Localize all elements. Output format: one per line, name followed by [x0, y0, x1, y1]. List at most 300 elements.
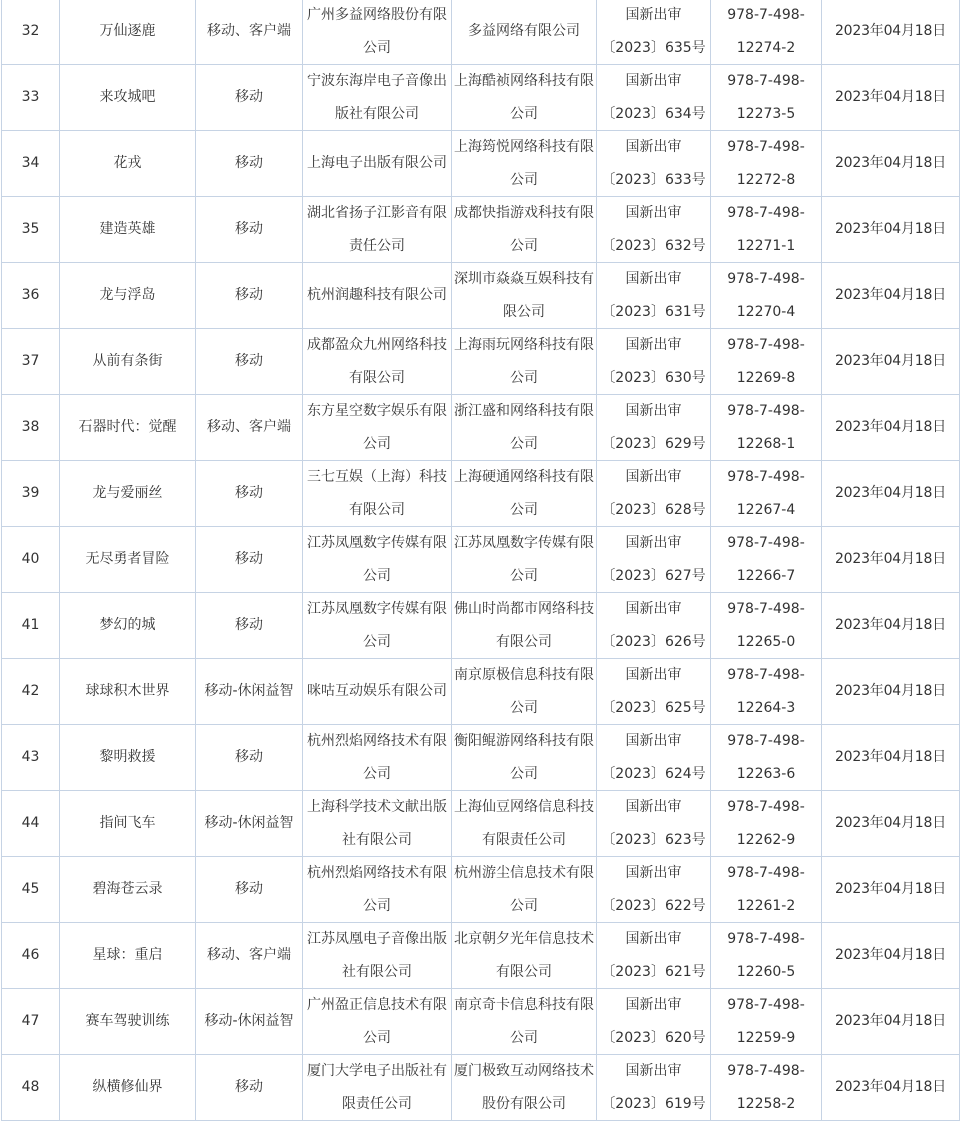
cell-operator-text: 北京朝夕光年信息技术有限公司: [454, 931, 594, 980]
cell-publisher: [303, 593, 452, 659]
cell-operator-text: 多益网络有限公司: [468, 23, 580, 40]
cell-operator-text: 杭州游尘信息技术有限公司: [454, 865, 594, 914]
cell-date: [822, 263, 960, 329]
cell-publisher: [303, 131, 452, 197]
cell-date: [822, 461, 960, 527]
cell-number-text: 47: [21, 1013, 40, 1030]
cell-number: [2, 593, 60, 659]
cell-approval-number-text: 〔2023〕635号: [601, 39, 706, 56]
cell-publisher-text: 东方星空数字娱乐有限公司: [307, 403, 447, 452]
cell-game-name: [60, 989, 196, 1055]
cell-isbn-text: 978-7-498-: [727, 469, 805, 485]
cell-game-name: [60, 923, 196, 989]
cell-publisher: [303, 329, 452, 395]
cell-isbn: [711, 263, 822, 329]
cell-publisher: [303, 395, 452, 461]
cell-number: [2, 989, 60, 1055]
cell-platform-type: [196, 461, 303, 527]
cell-approval-number-text: 〔2023〕626号: [601, 633, 706, 650]
cell-isbn-text: 978-7-498-: [727, 535, 805, 551]
cell-approval-number-text: 国新出审: [625, 469, 682, 485]
cell-approval-number-text: 国新出审: [625, 73, 682, 89]
cell-game-name-text: 纵横修仙界: [92, 1079, 163, 1096]
cell-approval-number-text: 国新出审: [625, 271, 682, 287]
cell-isbn: [711, 0, 822, 65]
table-row: [2, 461, 960, 527]
cell-game-name-text: 龙与爱丽丝: [92, 485, 163, 502]
cell-approval-number: [597, 593, 711, 659]
cell-platform-type-text: 移动-休闲益智: [204, 683, 294, 700]
cell-operator-text: 江苏凤凰数字传媒有限公司: [454, 535, 594, 584]
cell-date-text: 2023年04月18日: [834, 1013, 947, 1030]
cell-isbn-text: 12261-2: [736, 897, 796, 914]
cell-game-name-text: 龙与浮岛: [99, 287, 156, 304]
cell-isbn-text: 978-7-498-: [727, 403, 805, 419]
cell-isbn-text: 12263-6: [736, 765, 796, 782]
cell-isbn: [711, 329, 822, 395]
table-row: [2, 65, 960, 131]
cell-operator: [452, 857, 597, 923]
cell-isbn-text: 12272-8: [736, 171, 796, 188]
cell-platform-type-text: 移动: [235, 749, 263, 766]
cell-platform-type: [196, 923, 303, 989]
cell-publisher-text: 厦门大学电子出版社有限责任公司: [307, 1063, 447, 1112]
cell-isbn: [711, 593, 822, 659]
cell-publisher-text: 咪咕互动娱乐有限公司: [307, 683, 447, 700]
cell-date-text: 2023年04月18日: [834, 419, 947, 436]
cell-game-name-text: 花戎: [113, 155, 142, 172]
cell-isbn: [711, 395, 822, 461]
cell-publisher-text: 杭州烈焰网络技术有限公司: [307, 865, 447, 914]
cell-approval-number: [597, 263, 711, 329]
cell-isbn-text: 12267-4: [736, 501, 796, 518]
cell-number-text: 34: [21, 155, 40, 172]
cell-game-name-text: 赛车驾驶训练: [85, 1013, 170, 1030]
cell-platform-type: [196, 791, 303, 857]
cell-operator: [452, 395, 597, 461]
cell-isbn-text: 12270-4: [736, 303, 796, 320]
cell-game-name: [60, 461, 196, 527]
cell-isbn: [711, 857, 822, 923]
cell-operator: [452, 329, 597, 395]
cell-platform-type: [196, 329, 303, 395]
cell-platform-type-text: 移动: [235, 1079, 263, 1096]
cell-approval-number-text: 〔2023〕620号: [601, 1029, 706, 1046]
cell-operator-text: 佛山时尚都市网络科技有限公司: [454, 601, 594, 650]
cell-game-name: [60, 857, 196, 923]
cell-date: [822, 0, 960, 65]
cell-date-text: 2023年04月18日: [834, 815, 947, 832]
cell-date-text: 2023年04月18日: [834, 155, 947, 172]
cell-publisher-text: 上海电子出版有限公司: [307, 155, 447, 172]
cell-number: [2, 857, 60, 923]
cell-operator-text: 衡阳鲲游网络科技有限公司: [454, 733, 594, 782]
cell-number-text: 38: [21, 419, 40, 436]
cell-number: [2, 725, 60, 791]
cell-platform-type: [196, 725, 303, 791]
cell-date-text: 2023年04月18日: [834, 947, 947, 964]
cell-number: [2, 923, 60, 989]
cell-platform-type: [196, 1055, 303, 1121]
cell-publisher: [303, 0, 452, 65]
cell-approval-number-text: 〔2023〕622号: [601, 897, 706, 914]
cell-isbn-text: 978-7-498-: [727, 865, 805, 881]
cell-date: [822, 1055, 960, 1121]
cell-isbn-text: 978-7-498-: [727, 733, 805, 749]
cell-isbn-text: 12262-9: [736, 831, 796, 848]
cell-approval-number-text: 国新出审: [625, 205, 682, 221]
cell-isbn: [711, 791, 822, 857]
cell-number: [2, 791, 60, 857]
cell-game-name-text: 梦幻的城: [99, 617, 156, 634]
cell-date-text: 2023年04月18日: [834, 485, 947, 502]
cell-publisher: [303, 263, 452, 329]
cell-game-name-text: 星球：重启: [92, 947, 163, 964]
cell-operator: [452, 1055, 597, 1121]
cell-date: [822, 593, 960, 659]
cell-isbn-text: 12273-5: [736, 105, 796, 122]
cell-date: [822, 659, 960, 725]
cell-approval-number-text: 国新出审: [625, 1063, 682, 1079]
table-row: [2, 593, 960, 659]
cell-operator-text: 浙江盛和网络科技有限公司: [454, 403, 594, 452]
cell-date: [822, 791, 960, 857]
cell-game-name: [60, 0, 196, 65]
cell-date: [822, 989, 960, 1055]
cell-isbn: [711, 1055, 822, 1121]
cell-number-text: 40: [21, 551, 40, 568]
cell-operator: [452, 461, 597, 527]
cell-game-name: [60, 791, 196, 857]
cell-isbn: [711, 197, 822, 263]
cell-approval-number: [597, 395, 711, 461]
cell-publisher-text: 杭州烈焰网络技术有限公司: [307, 733, 447, 782]
cell-approval-number: [597, 197, 711, 263]
cell-isbn-text: 978-7-498-: [727, 799, 805, 815]
cell-date: [822, 725, 960, 791]
cell-number-text: 39: [21, 485, 40, 502]
cell-number-text: 42: [21, 683, 40, 700]
cell-approval-number-text: 国新出审: [625, 931, 682, 947]
cell-isbn-text: 12265-0: [736, 633, 796, 650]
table-row: [2, 131, 960, 197]
cell-date-text: 2023年04月18日: [834, 749, 947, 766]
cell-isbn-text: 978-7-498-: [727, 73, 805, 89]
cell-approval-number: [597, 527, 711, 593]
cell-publisher: [303, 1055, 452, 1121]
cell-platform-type: [196, 857, 303, 923]
cell-isbn-text: 12258-2: [736, 1095, 796, 1112]
cell-isbn: [711, 923, 822, 989]
cell-number-text: 41: [21, 617, 40, 634]
cell-game-name-text: 来攻城吧: [99, 89, 156, 106]
cell-publisher-text: 宁波东海岸电子音像出版社有限公司: [307, 73, 447, 122]
cell-operator-text: 上海硬通网络科技有限公司: [454, 469, 594, 518]
cell-platform-type-text: 移动、客户端: [207, 947, 291, 964]
cell-publisher: [303, 791, 452, 857]
cell-approval-number: [597, 0, 711, 65]
cell-platform-type: [196, 0, 303, 65]
cell-platform-type-text: 移动: [235, 485, 263, 502]
cell-operator-text: 上海酷祯网络科技有限公司: [454, 73, 594, 122]
cell-game-name: [60, 65, 196, 131]
cell-game-name: [60, 329, 196, 395]
cell-operator: [452, 593, 597, 659]
cell-isbn: [711, 527, 822, 593]
cell-approval-number-text: 〔2023〕619号: [601, 1095, 706, 1112]
cell-date-text: 2023年04月18日: [834, 1079, 947, 1096]
cell-approval-number: [597, 659, 711, 725]
cell-platform-type: [196, 131, 303, 197]
cell-approval-number-text: 〔2023〕634号: [601, 105, 706, 122]
cell-approval-number-text: 〔2023〕632号: [601, 237, 706, 254]
table-row: [2, 395, 960, 461]
cell-publisher: [303, 65, 452, 131]
cell-operator: [452, 263, 597, 329]
cell-date-text: 2023年04月18日: [834, 353, 947, 370]
cell-operator-text: 南京奇卡信息科技有限公司: [454, 997, 594, 1046]
cell-approval-number-text: 国新出审: [625, 535, 682, 551]
cell-operator-text: 南京原极信息科技有限公司: [454, 667, 594, 716]
cell-date-text: 2023年04月18日: [834, 89, 947, 106]
cell-number: [2, 263, 60, 329]
cell-isbn-text: 12274-2: [736, 39, 796, 56]
cell-publisher-text: 杭州润趣科技有限公司: [307, 287, 447, 304]
table-row: [2, 791, 960, 857]
cell-isbn-text: 978-7-498-: [727, 997, 805, 1013]
table-row: [2, 659, 960, 725]
cell-number: [2, 0, 60, 65]
cell-approval-number: [597, 725, 711, 791]
cell-isbn: [711, 725, 822, 791]
cell-approval-number-text: 〔2023〕624号: [601, 765, 706, 782]
cell-number-text: 48: [21, 1079, 40, 1096]
cell-isbn: [711, 461, 822, 527]
cell-date: [822, 395, 960, 461]
cell-operator: [452, 791, 597, 857]
cell-game-name-text: 球球积木世界: [85, 683, 170, 700]
cell-platform-type-text: 移动: [235, 221, 263, 238]
cell-number-text: 35: [21, 221, 40, 238]
cell-number-text: 45: [21, 881, 40, 898]
cell-platform-type-text: 移动: [235, 551, 263, 568]
cell-approval-number: [597, 131, 711, 197]
cell-approval-number-text: 〔2023〕621号: [601, 963, 706, 980]
cell-platform-type: [196, 65, 303, 131]
cell-isbn-text: 12268-1: [736, 435, 796, 452]
cell-isbn-text: 978-7-498-: [727, 7, 805, 23]
cell-number: [2, 131, 60, 197]
cell-approval-number: [597, 65, 711, 131]
table-row: [2, 329, 960, 395]
cell-date: [822, 923, 960, 989]
cell-game-name-text: 指间飞车: [99, 815, 156, 832]
cell-date-text: 2023年04月18日: [834, 221, 947, 238]
cell-game-name: [60, 395, 196, 461]
cell-game-name-text: 万仙逐鹿: [99, 23, 156, 40]
cell-approval-number: [597, 857, 711, 923]
table-row: [2, 197, 960, 263]
cell-isbn-text: 978-7-498-: [727, 667, 805, 683]
cell-isbn: [711, 131, 822, 197]
table-row: [2, 1055, 960, 1121]
cell-isbn-text: 12259-9: [736, 1029, 796, 1046]
cell-approval-number: [597, 791, 711, 857]
cell-publisher-text: 成都盈众九州网络科技有限公司: [307, 337, 447, 386]
cell-number: [2, 329, 60, 395]
table-row: [2, 527, 960, 593]
cell-approval-number-text: 〔2023〕631号: [601, 303, 706, 320]
cell-date-text: 2023年04月18日: [834, 23, 947, 40]
cell-number-text: 36: [21, 287, 40, 304]
cell-date: [822, 857, 960, 923]
cell-publisher: [303, 461, 452, 527]
cell-isbn-text: 978-7-498-: [727, 271, 805, 287]
cell-number-text: 37: [21, 353, 40, 370]
cell-platform-type: [196, 395, 303, 461]
cell-operator: [452, 659, 597, 725]
cell-game-name: [60, 131, 196, 197]
cell-publisher: [303, 857, 452, 923]
cell-approval-number-text: 国新出审: [625, 799, 682, 815]
cell-approval-number: [597, 461, 711, 527]
cell-approval-number: [597, 1055, 711, 1121]
cell-isbn-text: 12260-5: [736, 963, 796, 980]
cell-platform-type-text: 移动、客户端: [207, 419, 291, 436]
cell-game-name: [60, 659, 196, 725]
table-row: [2, 857, 960, 923]
cell-platform-type-text: 移动: [235, 89, 263, 106]
cell-game-name-text: 建造英雄: [99, 221, 156, 238]
cell-publisher-text: 江苏凤凰电子音像出版社有限公司: [307, 931, 447, 980]
cell-operator: [452, 725, 597, 791]
cell-game-name: [60, 725, 196, 791]
cell-number-text: 46: [21, 947, 40, 964]
cell-publisher-text: 三七互娱（上海）科技有限公司: [307, 469, 447, 518]
cell-game-name: [60, 197, 196, 263]
cell-approval-number-text: 国新出审: [625, 601, 682, 617]
table-row: [2, 263, 960, 329]
cell-publisher: [303, 725, 452, 791]
cell-game-name-text: 从前有条街: [92, 353, 163, 370]
cell-publisher-text: 江苏凤凰数字传媒有限公司: [307, 601, 447, 650]
cell-publisher-text: 广州盈正信息技术有限公司: [307, 997, 447, 1046]
table-row: [2, 989, 960, 1055]
cell-game-name-text: 石器时代：觉醒: [78, 419, 177, 436]
cell-platform-type-text: 移动、客户端: [207, 23, 291, 40]
cell-approval-number-text: 〔2023〕627号: [601, 567, 706, 584]
cell-platform-type-text: 移动: [235, 353, 263, 370]
cell-operator: [452, 527, 597, 593]
cell-number-text: 33: [21, 89, 40, 106]
cell-publisher: [303, 197, 452, 263]
cell-platform-type-text: 移动: [235, 287, 263, 304]
cell-approval-number-text: 〔2023〕628号: [601, 501, 706, 518]
cell-date-text: 2023年04月18日: [834, 551, 947, 568]
cell-operator: [452, 0, 597, 65]
cell-date-text: 2023年04月18日: [834, 617, 947, 634]
cell-operator: [452, 989, 597, 1055]
cell-isbn-text: 12271-1: [736, 237, 796, 254]
cell-platform-type-text: 移动: [235, 155, 263, 172]
cell-isbn-text: 978-7-498-: [727, 1063, 805, 1079]
cell-date: [822, 197, 960, 263]
cell-isbn: [711, 989, 822, 1055]
cell-number: [2, 659, 60, 725]
cell-game-name-text: 黎明救援: [99, 749, 156, 766]
cell-approval-number-text: 国新出审: [625, 7, 682, 23]
game-approval-table: [1, 0, 960, 1121]
cell-operator-text: 上海仙豆网络信息科技有限责任公司: [454, 799, 594, 848]
cell-game-name-text: 无尽勇者冒险: [85, 551, 170, 568]
cell-date: [822, 131, 960, 197]
cell-number-text: 32: [21, 23, 40, 40]
cell-approval-number-text: 〔2023〕629号: [601, 435, 706, 452]
cell-isbn-text: 978-7-498-: [727, 931, 805, 947]
cell-approval-number: [597, 923, 711, 989]
cell-date-text: 2023年04月18日: [834, 287, 947, 304]
cell-publisher: [303, 527, 452, 593]
cell-platform-type-text: 移动-休闲益智: [204, 1013, 294, 1030]
cell-operator-text: 上海雨玩网络科技有限公司: [454, 337, 594, 386]
cell-platform-type: [196, 263, 303, 329]
cell-number: [2, 65, 60, 131]
cell-number: [2, 197, 60, 263]
cell-platform-type: [196, 593, 303, 659]
table-row: [2, 0, 960, 65]
cell-isbn: [711, 659, 822, 725]
cell-date-text: 2023年04月18日: [834, 683, 947, 700]
cell-approval-number: [597, 329, 711, 395]
cell-game-name-text: 碧海苍云录: [92, 881, 163, 898]
cell-isbn-text: 12269-8: [736, 369, 796, 386]
cell-operator: [452, 197, 597, 263]
cell-approval-number-text: 国新出审: [625, 667, 682, 683]
cell-approval-number-text: 〔2023〕630号: [601, 369, 706, 386]
table-row: [2, 725, 960, 791]
cell-platform-type-text: 移动: [235, 617, 263, 634]
cell-isbn-text: 12266-7: [736, 567, 796, 584]
table-body: [2, 0, 960, 1121]
cell-game-name: [60, 527, 196, 593]
cell-publisher: [303, 923, 452, 989]
cell-isbn-text: 978-7-498-: [727, 139, 805, 155]
cell-approval-number-text: 国新出审: [625, 865, 682, 881]
cell-platform-type: [196, 659, 303, 725]
cell-isbn-text: 978-7-498-: [727, 601, 805, 617]
cell-isbn-text: 978-7-498-: [727, 205, 805, 221]
cell-publisher: [303, 659, 452, 725]
cell-publisher: [303, 989, 452, 1055]
cell-platform-type-text: 移动-休闲益智: [204, 815, 294, 832]
cell-number: [2, 527, 60, 593]
cell-number: [2, 395, 60, 461]
cell-publisher-text: 广州多益网络股份有限公司: [307, 7, 447, 56]
cell-approval-number-text: 〔2023〕623号: [601, 831, 706, 848]
cell-operator-text: 成都快指游戏科技有限公司: [454, 205, 594, 254]
cell-isbn-text: 978-7-498-: [727, 337, 805, 353]
cell-platform-type: [196, 989, 303, 1055]
cell-operator-text: 厦门极致互动网络技术股份有限公司: [454, 1063, 594, 1112]
cell-platform-type: [196, 197, 303, 263]
cell-operator: [452, 65, 597, 131]
cell-date: [822, 527, 960, 593]
cell-platform-type-text: 移动: [235, 881, 263, 898]
cell-number-text: 44: [21, 815, 40, 832]
cell-platform-type: [196, 527, 303, 593]
cell-number: [2, 461, 60, 527]
cell-approval-number-text: 国新出审: [625, 403, 682, 419]
